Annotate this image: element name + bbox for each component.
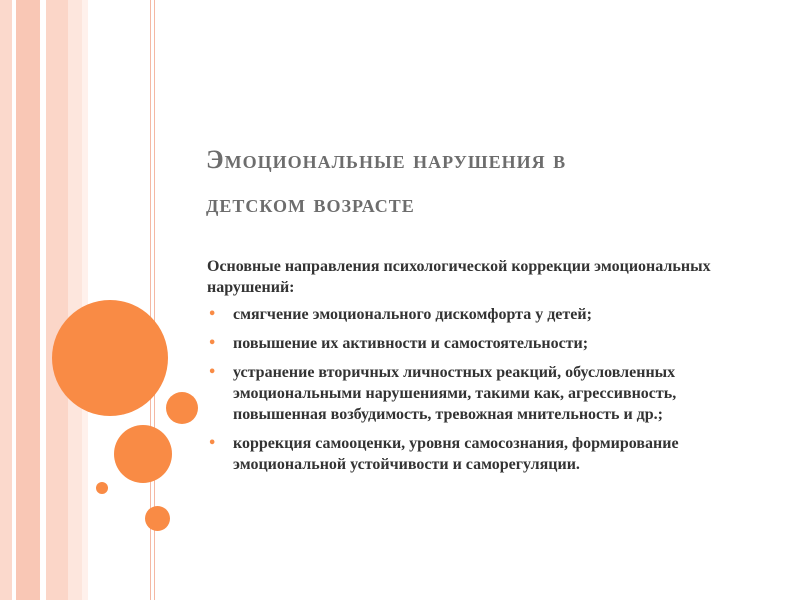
- intro-text: Основные направления психологической коррекции эмоциональных нарушений:: [207, 258, 711, 296]
- decor-stripe: [82, 0, 88, 600]
- decor-circle-medium: [114, 425, 172, 483]
- decor-circle-large: [52, 300, 168, 416]
- decor-stripe: [16, 0, 40, 600]
- decor-circle-tiny: [96, 482, 108, 494]
- bullet-icon: •: [208, 336, 217, 351]
- bullet-text: смягчение эмоционального дискомфорта у детей;: [233, 306, 592, 323]
- decor-stripe: [68, 0, 82, 600]
- slide-body: [207, 256, 727, 483]
- bullet-item: [207, 304, 727, 325]
- bullet-item: [207, 362, 727, 425]
- bullet-text: коррекция самооценки, уровня самосознания, формирование эмоциональной устойчивости и саморегуляции.: [233, 435, 679, 473]
- slide-title: [206, 138, 766, 226]
- bullet-icon: •: [208, 307, 217, 322]
- bullet-item: [207, 433, 727, 475]
- bullet-text: устранение вторичных личностных реакций, обусловленных эмоциональными нарушениями, такими как, агрессивность, повышенная возбудимость, тревожная мнительность и др.;: [233, 364, 677, 423]
- slide-title-line: Эмоциональные нарушения в: [206, 145, 567, 174]
- bullet-list: [207, 304, 727, 475]
- bullet-icon: •: [208, 365, 217, 380]
- slide-title-line: детском возрасте: [206, 189, 415, 218]
- decor-circle-small: [145, 506, 170, 531]
- bullet-item: [207, 333, 727, 354]
- bullet-icon: •: [208, 436, 217, 451]
- decor-stripe: [46, 0, 68, 600]
- bullet-text: повышение их активности и самостоятельности;: [233, 335, 589, 352]
- decor-circle-small: [166, 392, 198, 424]
- decor-stripe: [0, 0, 12, 600]
